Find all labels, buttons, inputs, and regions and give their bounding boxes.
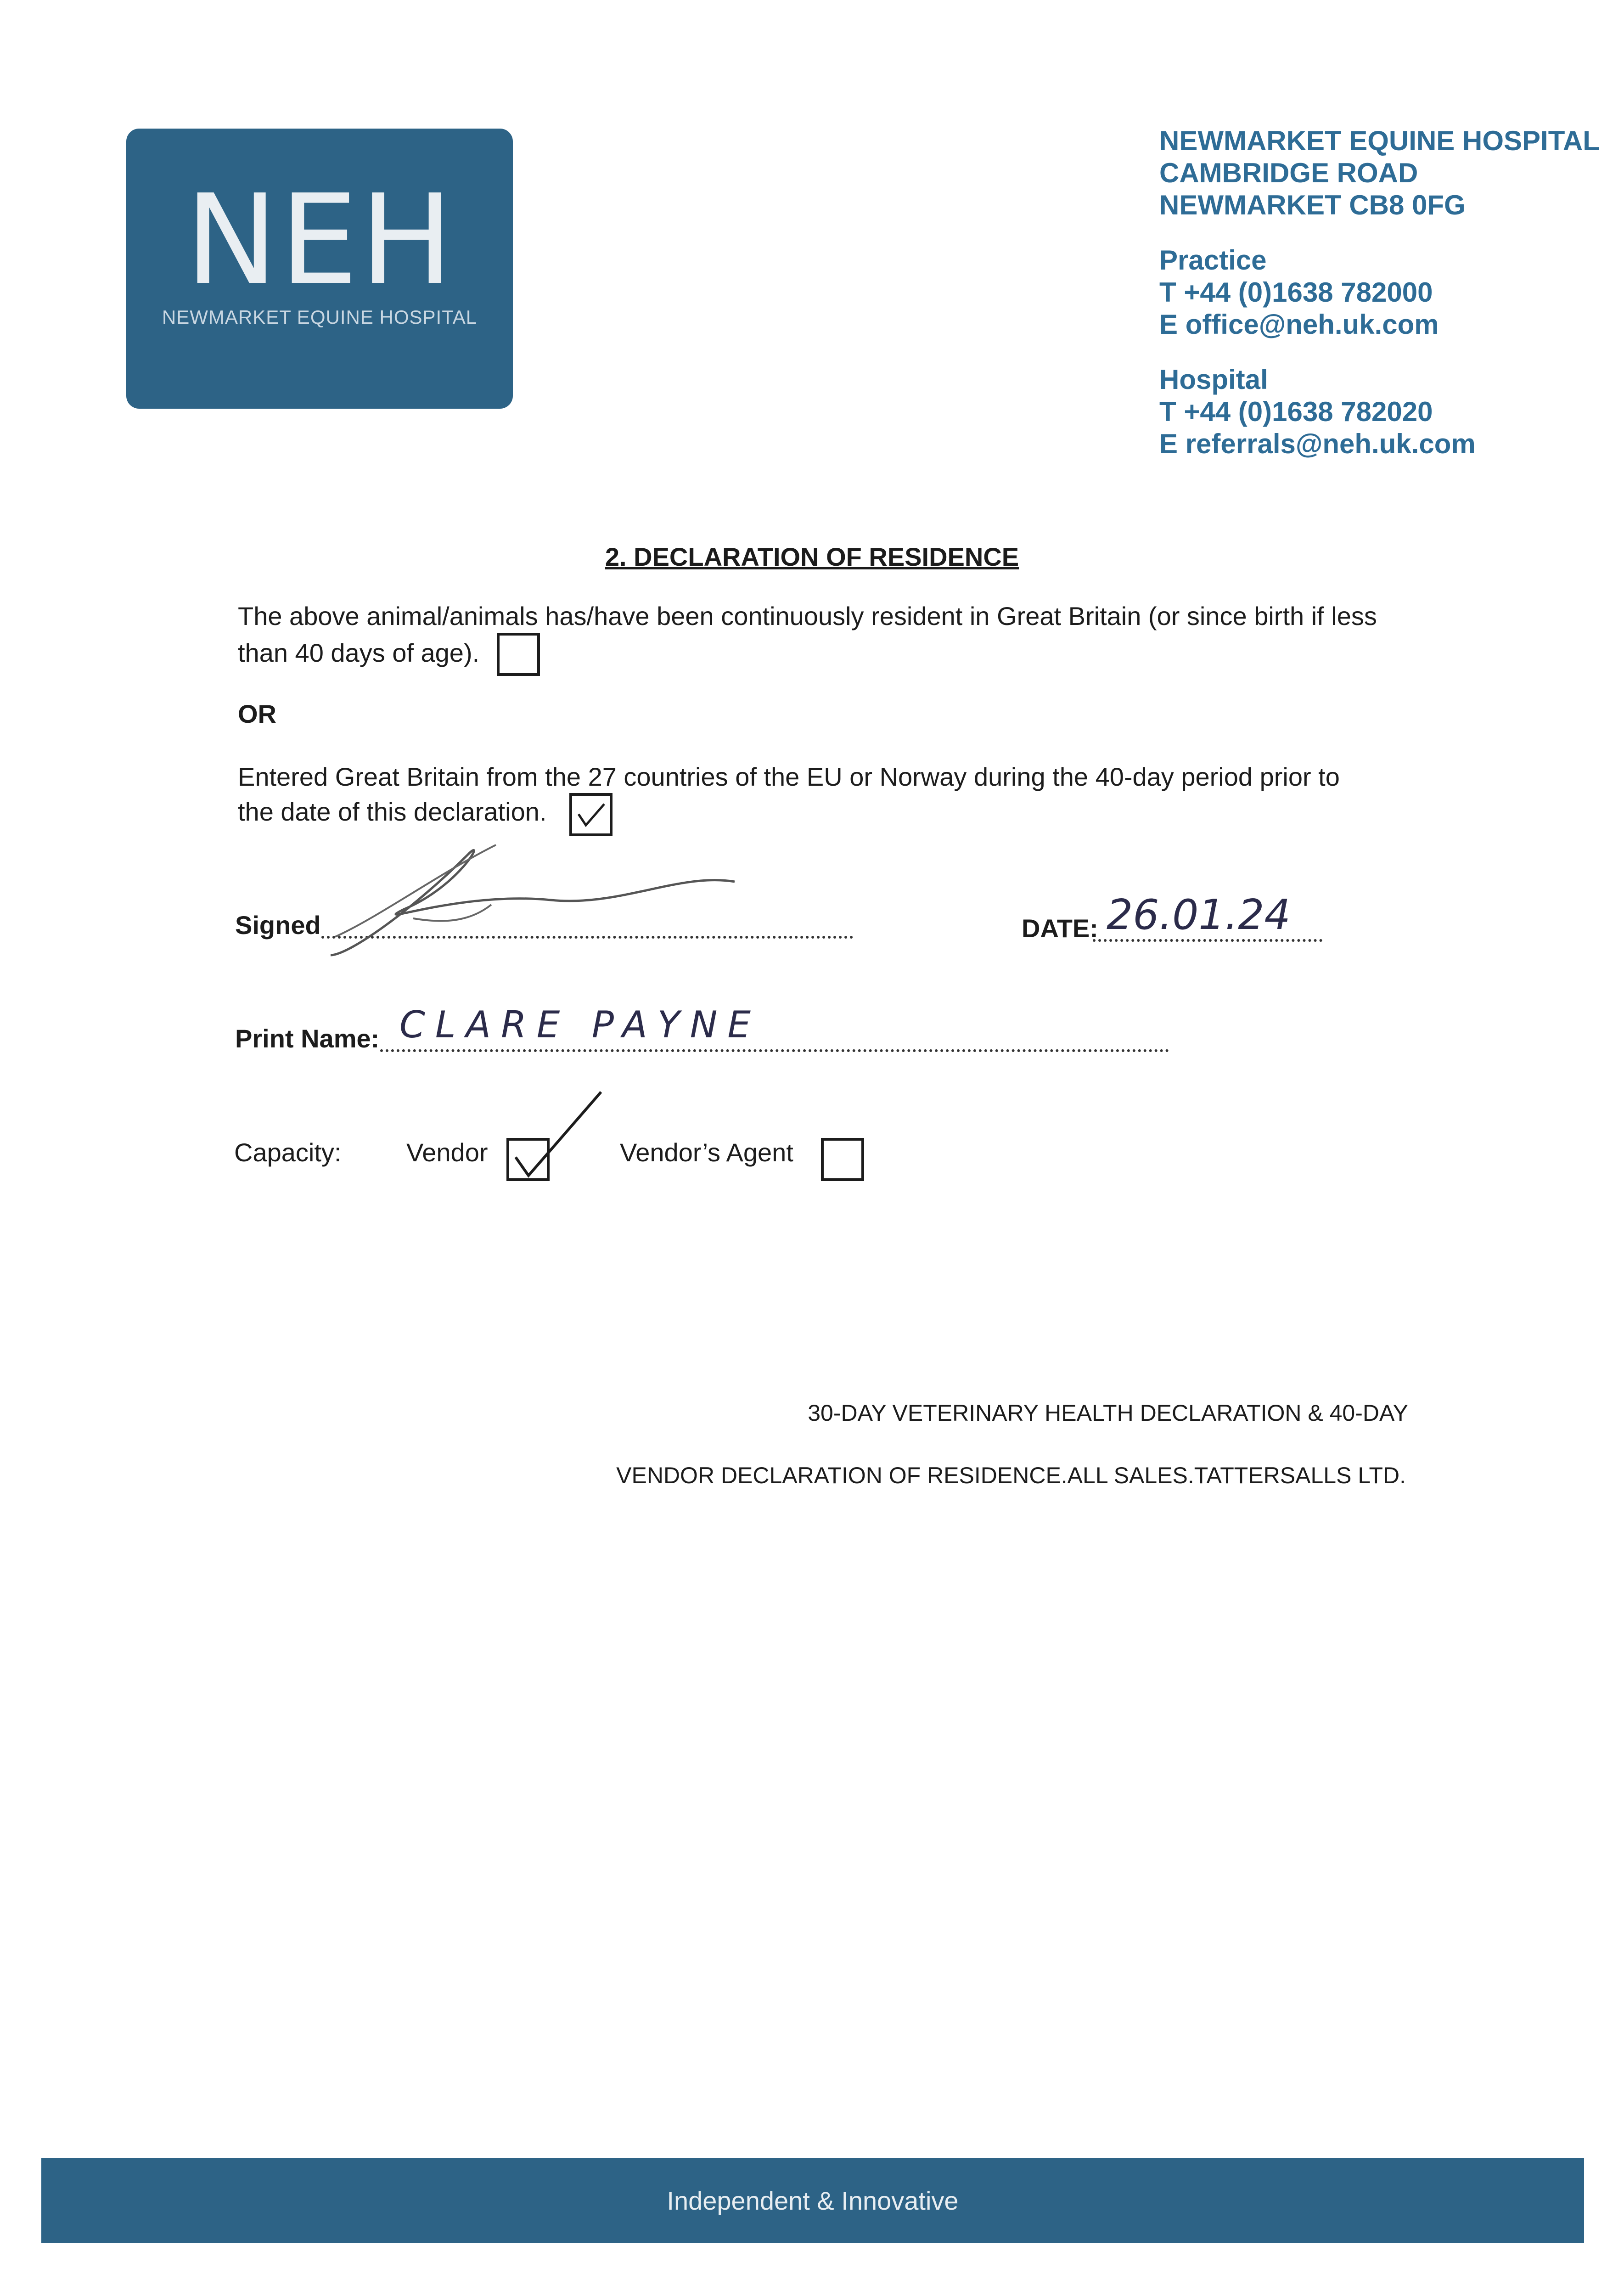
checkmark-icon: [506, 1088, 607, 1185]
form-ref-line-2: VENDOR DECLARATION OF RESIDENCE.ALL SALES.TATTERSALLS LTD.: [616, 1463, 1406, 1488]
address-line-2: CAMBRIDGE ROAD: [1159, 158, 1418, 188]
address-line-1: NEWMARKET EQUINE HOSPITAL: [1159, 125, 1600, 156]
hospital-email: E referrals@neh.uk.com: [1159, 428, 1476, 459]
logo-subtitle: NEWMARKET EQUINE HOSPITAL: [162, 306, 478, 328]
capacity-label: Capacity:: [234, 1138, 342, 1167]
vendor-label: Vendor: [406, 1138, 488, 1167]
print-name-line: [380, 1049, 1169, 1052]
declaration-heading: 2. DECLARATION OF RESIDENCE: [605, 542, 1019, 571]
footer-bar: [41, 2158, 1584, 2243]
residence-checkbox[interactable]: [497, 633, 540, 676]
hospital-label: Hospital: [1159, 364, 1268, 395]
practice-email: E office@neh.uk.com: [1159, 309, 1439, 340]
entry-statement-line-2: the date of this declaration.: [238, 797, 547, 826]
or-separator: OR: [238, 699, 276, 728]
address-line-3: NEWMARKET CB8 0FG: [1159, 190, 1466, 220]
hospital-phone: T +44 (0)1638 782020: [1159, 396, 1433, 427]
agent-checkbox[interactable]: [821, 1138, 864, 1181]
date-label: DATE:: [1022, 914, 1098, 943]
signature-scribble: [321, 817, 758, 969]
print-name-label: Print Name:: [235, 1024, 380, 1053]
form-ref-line-1: 30-DAY VETERINARY HEALTH DECLARATION & 40-DAY: [808, 1400, 1408, 1426]
signed-label: Signed: [235, 911, 321, 940]
residence-statement-line-2: than 40 days of age).: [238, 638, 480, 667]
date-line: [1093, 939, 1322, 942]
print-name-value[interactable]: CLARE PAYNE: [399, 1003, 761, 1046]
date-value[interactable]: 26.01.24: [1107, 891, 1291, 939]
neh-logo: [126, 129, 513, 409]
practice-label: Practice: [1159, 245, 1267, 276]
footer-tagline: Independent & Innovative: [667, 2186, 959, 2215]
entry-statement-line-1: Entered Great Britain from the 27 countries of the EU or Norway during the 40-day period prior to: [238, 762, 1340, 791]
residence-statement-line-1: The above animal/animals has/have been continuously resident in Great Britain (or since birth if less: [238, 602, 1377, 630]
agent-label: Vendor’s Agent: [620, 1138, 793, 1167]
practice-phone: T +44 (0)1638 782000: [1159, 277, 1433, 308]
logo-letters: NEH: [185, 168, 455, 312]
